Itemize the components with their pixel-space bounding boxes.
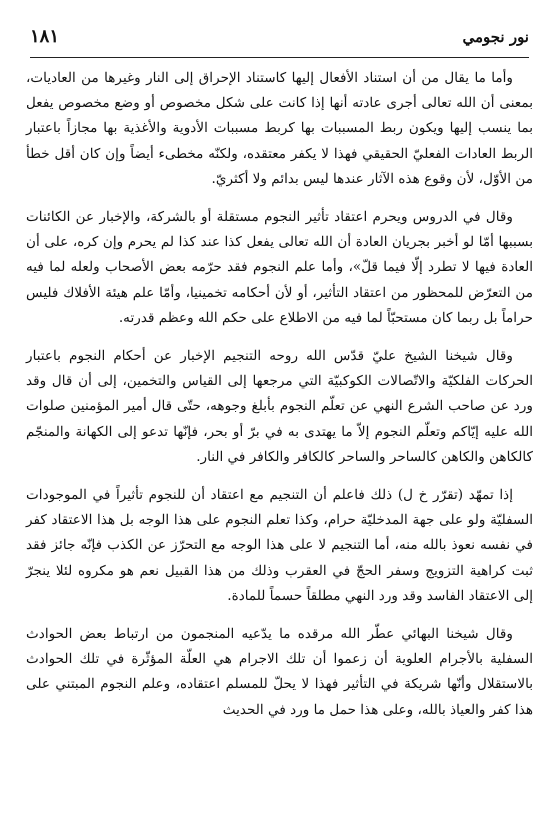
paragraph: وقال شيخنا الشيخ عليّ قدّس الله روحه التنجيم الإخبار عن أحكام النجوم باعتبار الحركات الفلكيّة والاتّصالات الكوكبيّة التي مرجعها إلى القياس والتخمين، إلى أن قال وقد ورد عن صاحب الشرع النهي عن تعلّم النجوم بأبلغ وجوهه، حتّى قال أمير المؤمنين صلوات الله عليه إيّاكم وتعلّم النجوم إلاّ ما يهتدى به في برّ أو بحر، فإنّها تدعو إلى الكهانة والمنجّم كالكاهن والكاهن كالساحر والساحر كالكافر والكافر في النار. [26,348,533,465]
page-body [26,66,533,736]
paragraph: وأما ما يقال من أن استناد الأفعال إليها كاستناد الإحراق إلى النار وغيرها من العاديات، بمعنى أن الله تعالى أجرى عادته أنها إذا كانت على شكل مخصوص أو وضع مخصوص يفعل بما ينسب إليها ويكون ربط المسببات بها كربط مسببات الأدوية والأغذية بها مجازاً باعتبار الربط العادات الفعليّ الحقيقي فهذا لا يكفر معتقده، ولكنّه مخطىء أيضاً وإن كان أقل خطأ من الأوّل، لأن وقوع هذه الآثار عندها ليس بدائم ولا أكثريّ. [26,70,533,187]
paragraph: وقال شيخنا البهائي عطّر الله مرقده ما يدّعيه المنجمون من ارتباط بعض الحوادث السفلية بالأجرام العلوية أن زعموا أن تلك الاجرام هي العلّة المؤثّرة في تلك الحوادث بالاستقلال وأنّها شريكة في التأثير فهذا لا يحلّ للمسلم اعتقاده، وعلم النجوم المبتني على هذا كفر والعياذ بالله، وعلى هذا حمل ما ورد في الحديث [26,626,533,718]
header-rule [30,57,529,58]
paragraph: وقال في الدروس ويحرم اعتقاد تأثير النجوم مستقلة أو بالشركة، والإخبار عن الكائنات بسببها أمّا لو أخبر بجريان العادة أن الله تعالى يفعل كذا عند كذا لم يحرم وإن كره، على أن العادة فيها لا تطرد إلّا فيما قلّ»، وأما علم النجوم فقد حرّمه بعض الأصحاب ولعله لما فيه من التعرّض للمحظور من اعتقاد التأثير، أو لأن أحكامه تخمينيا، وأمّا علم هيئة الأفلاك فليس حراماً بل ربما كان مستحبّاً لما فيه من الاطلاع على حكم الله وعظم قدرته. [26,209,533,326]
page-number: ١٨١ [30,26,60,47]
paragraph: إذا تمهّد (تقرّر خ ل) ذلك فاعلم أن التنجيم مع اعتقاد أن للنجوم تأثيراً في الموجودات السفليّة ولو على جهة المدخليّة حرام، وكذا تعلم النجوم على هذا الوجه بل هذا الاعتقاد كفر في نفسه نعوذ بالله منه، أما التنجيم لا على هذا الوجه مع التحرّز عن الكذب فإنّه جائز فقد ثبت كراهية التزويج وسفر الحجّ في العقرب وذلك من هذا القبيل نعم هو مكروه لئلا ينجرّ إلى الاعتقاد الفاسد وقد ورد النهي مطلقاً حسماً للمادة. [26,487,533,604]
page-header [30,24,529,52]
running-title: نور نجومي [462,28,529,46]
